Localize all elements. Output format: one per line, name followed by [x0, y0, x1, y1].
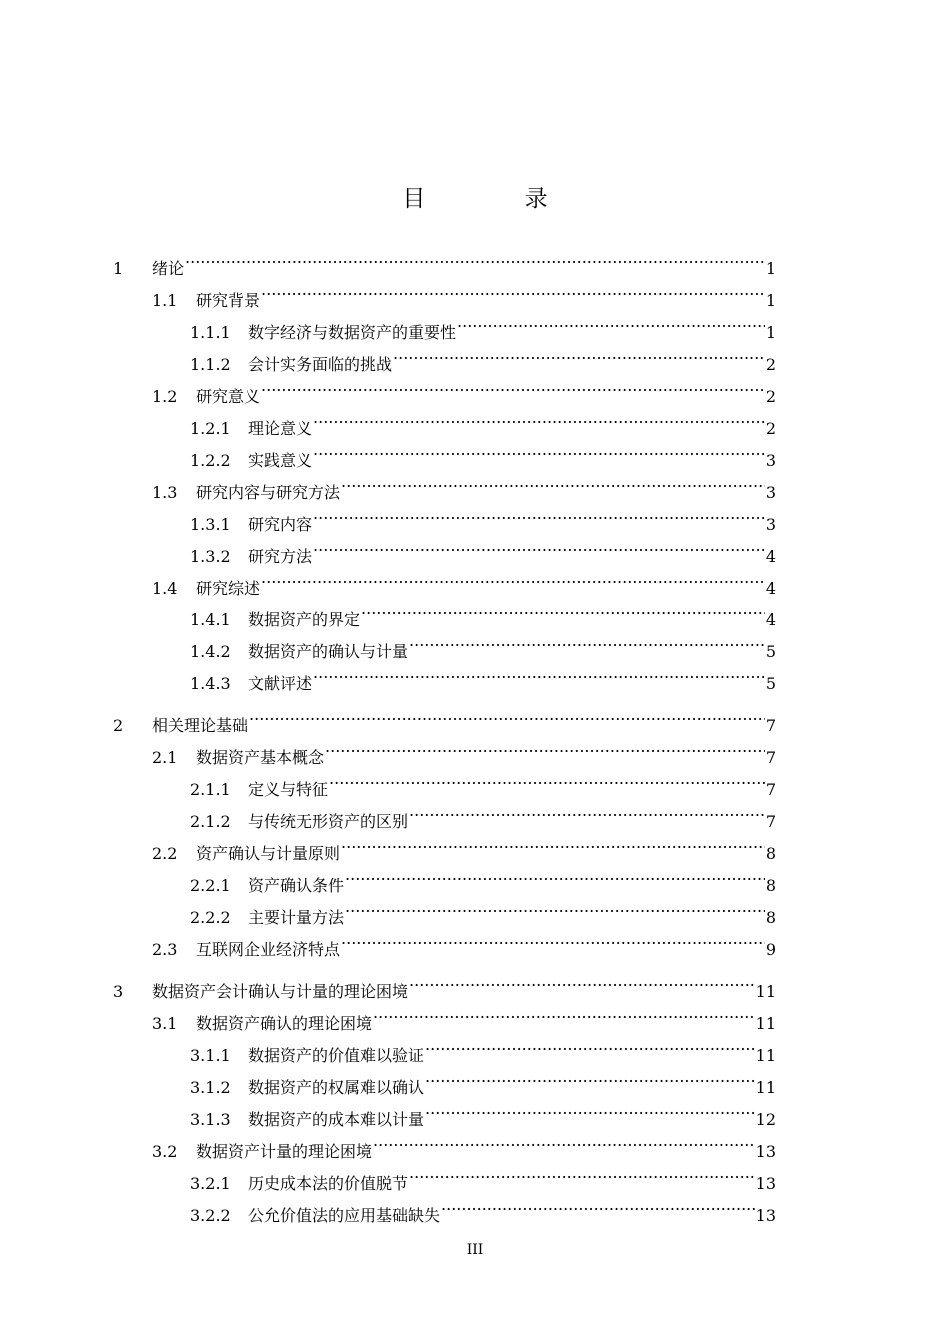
toc-dot-leader: [261, 562, 765, 594]
toc-entry-label: 相关理论基础: [152, 716, 249, 736]
toc-entry-label: 研究背景: [196, 290, 261, 310]
toc-entry-page: 7: [765, 812, 776, 832]
toc-entry-label: 研究意义: [196, 386, 261, 406]
toc-dot-leader: [345, 891, 765, 923]
toc-entry[interactable]: [190, 763, 776, 800]
toc-dot-leader: [341, 827, 765, 859]
toc-entry[interactable]: [190, 1093, 776, 1129]
toc-entry[interactable]: [152, 466, 776, 502]
toc-dot-leader: [425, 1061, 755, 1093]
toc-dot-leader: [313, 402, 765, 434]
toc-entry-page: 4: [765, 578, 776, 598]
toc-dot-leader: [457, 306, 765, 338]
toc-entry[interactable]: [190, 338, 776, 374]
toc-dot-leader: [393, 338, 765, 370]
toc-entry[interactable]: [190, 498, 776, 534]
toc-entry-number: 1.2.2: [190, 450, 231, 470]
toc-dot-leader: [261, 274, 765, 306]
toc-entry-page: 1: [765, 290, 776, 310]
toc-entry-page: 3: [765, 514, 776, 534]
toc-dot-leader: [373, 1125, 755, 1157]
toc-entry-label: 公允价值法的应用基础缺失: [248, 1205, 441, 1225]
toc-entry-label: 定义与特征: [248, 780, 329, 800]
toc-entry-label: 数据资产的界定: [248, 610, 361, 630]
toc-dot-leader: [409, 965, 755, 997]
toc-entry-label: 数据资产的成本难以计量: [248, 1109, 425, 1129]
toc-dot-leader: [361, 593, 765, 625]
toc-entry[interactable]: [113, 699, 776, 736]
toc-entry-number: 2.1.2: [190, 812, 231, 832]
toc-entry-number: 1.2: [152, 386, 178, 406]
toc-entry-label: 数据资产的权属难以确认: [248, 1077, 425, 1097]
toc-entry-number: 2.2: [152, 844, 178, 864]
toc-dot-leader: [313, 434, 765, 466]
toc-dot-leader: [185, 242, 765, 274]
toc-entry-label: 研究方法: [248, 546, 313, 566]
toc-entry-page: 13: [755, 1173, 776, 1193]
toc-entry-label: 研究综述: [196, 578, 261, 598]
toc-entry-number: 1.3.1: [190, 514, 231, 534]
toc-entry-number: 1.4.1: [190, 610, 231, 630]
toc-entry-page: 2: [765, 354, 776, 374]
toc-entry[interactable]: [152, 827, 776, 864]
toc-entry[interactable]: [190, 402, 776, 438]
toc-entry-number: 1.2.1: [190, 418, 231, 438]
toc-entry-page: 2: [765, 418, 776, 438]
toc-entry-number: 1.1.2: [190, 354, 231, 374]
toc-entry[interactable]: [152, 1125, 776, 1161]
toc-entry-number: 3.2.2: [190, 1205, 231, 1225]
toc-entry[interactable]: [113, 965, 776, 1001]
toc-entry-page: 11: [755, 1045, 776, 1065]
toc-dot-leader: [341, 466, 765, 498]
toc-entry-number: 2: [113, 716, 124, 736]
toc-dot-leader: [425, 1029, 755, 1061]
toc-dot-leader: [261, 370, 765, 402]
toc-entry-page: 2: [765, 386, 776, 406]
toc-entry-label: 理论意义: [248, 418, 313, 438]
toc-entry-label: 实践意义: [248, 450, 313, 470]
toc-entry-page: 9: [765, 939, 776, 959]
toc-entry[interactable]: [190, 891, 776, 927]
toc-entry-label: 互联网企业经济特点: [196, 939, 341, 959]
toc-dot-leader: [425, 1093, 755, 1125]
toc-entry-number: 3.1.2: [190, 1077, 231, 1097]
toc-entry[interactable]: [190, 434, 776, 470]
toc-entry-number: 1: [113, 259, 124, 278]
toc-entry[interactable]: [152, 997, 776, 1033]
toc-dot-leader: [409, 1157, 755, 1189]
toc-entry[interactable]: [190, 625, 776, 662]
toc-entry[interactable]: [190, 530, 776, 566]
toc-dot-leader: [313, 498, 765, 530]
toc-entry-number: 1.1: [152, 290, 178, 310]
toc-entry-number: 3.1.3: [190, 1109, 231, 1129]
toc-entry-page: 7: [765, 748, 776, 768]
toc-entry-number: 1.3.2: [190, 546, 231, 566]
toc-entry-page: 1: [765, 322, 776, 342]
toc-entry-number: 2.2.2: [190, 908, 231, 927]
toc-entry-label: 会计实务面临的挑战: [248, 354, 393, 374]
toc-entry-number: 2.2.1: [190, 876, 231, 896]
toc-entry-page: 8: [765, 876, 776, 896]
toc-entry-page: 11: [755, 1013, 776, 1033]
toc-entry-number: 1.3: [152, 482, 178, 502]
toc-entry-page: 5: [765, 642, 776, 662]
toc-entry-label: 与传统无形资产的区别: [248, 812, 409, 832]
toc-dot-leader: [441, 1189, 755, 1221]
toc-entry[interactable]: [152, 923, 776, 959]
toc-entry-page: 13: [755, 1141, 776, 1161]
toc-entry-label: 数据资产的价值难以验证: [248, 1045, 425, 1065]
toc-dot-leader: [373, 997, 755, 1029]
toc-entry-number: 3.1.1: [190, 1045, 231, 1065]
toc-dot-leader: [345, 859, 765, 891]
toc-entry-label: 绪论: [152, 259, 185, 278]
toc-entry-number: 3.1: [152, 1013, 178, 1033]
toc-entry-page: 1: [765, 259, 776, 278]
toc-entry-number: 1.4: [152, 578, 178, 598]
toc-entry-label: 研究内容与研究方法: [196, 482, 341, 502]
toc-entry-page: 3: [765, 482, 776, 502]
toc-entry[interactable]: [152, 370, 776, 406]
toc-entry[interactable]: [113, 242, 776, 278]
toc-entry-page: 8: [765, 844, 776, 864]
toc-entry-page: 3: [765, 450, 776, 470]
toc-entry-number: 2.3: [152, 939, 178, 959]
toc-entry-page: 8: [765, 908, 776, 927]
toc-entry-page: 4: [765, 546, 776, 566]
toc-dot-leader: [313, 530, 765, 562]
toc-dot-leader: [341, 923, 765, 955]
toc-dot-leader: [409, 625, 765, 657]
toc-entry[interactable]: [152, 731, 776, 768]
toc-entry-page: 4: [765, 610, 776, 630]
toc-entry-number: 1.1.1: [190, 322, 231, 342]
toc-entry-number: 3: [113, 981, 124, 1001]
toc-entry-page: 7: [765, 716, 776, 736]
toc-entry[interactable]: [190, 795, 776, 832]
toc-entry-label: 数据资产计量的理论困境: [196, 1141, 373, 1161]
toc-entry[interactable]: [190, 1061, 776, 1097]
toc-entry-label: 资产确认与计量原则: [196, 844, 341, 864]
toc-dot-leader: [329, 763, 765, 795]
toc-entry[interactable]: [190, 1189, 776, 1225]
toc-entry[interactable]: [190, 859, 776, 896]
toc-entry-label: 数据资产的确认与计量: [248, 642, 409, 662]
toc-entry-number: 2.1: [152, 748, 178, 768]
toc-entry-label: 历史成本法的价值脱节: [248, 1173, 409, 1193]
toc-entry-number: 3.2.1: [190, 1173, 231, 1193]
toc-entry[interactable]: [190, 657, 776, 694]
toc-entry-page: 12: [755, 1109, 776, 1129]
toc-entry-page: 13: [755, 1205, 776, 1225]
toc-entry-label: 数据资产会计确认与计量的理论困境: [152, 981, 409, 1001]
toc-entry-label: 资产确认条件: [248, 876, 345, 896]
toc-entry[interactable]: [190, 1029, 776, 1065]
toc-entry[interactable]: [190, 306, 776, 342]
toc-entry-label: 研究内容: [248, 514, 313, 534]
toc-dot-leader: [325, 731, 765, 763]
toc-dot-leader: [313, 657, 765, 689]
toc-entry-number: 3.2: [152, 1141, 178, 1161]
toc-entry[interactable]: [152, 562, 776, 598]
toc-entry-label: 主要计量方法: [248, 908, 345, 927]
toc-entry[interactable]: [152, 274, 776, 310]
toc-entry[interactable]: [190, 1157, 776, 1193]
toc-entry-number: 1.4.2: [190, 642, 231, 662]
toc-entry-page: 5: [765, 674, 776, 694]
toc-entry-label: 数据资产基本概念: [196, 748, 325, 768]
toc-entry-number: 1.4.3: [190, 674, 231, 694]
toc-entry-page: 11: [755, 981, 776, 1001]
toc-dot-leader: [409, 795, 765, 827]
page-title: 目 录: [402, 186, 594, 212]
toc-entry-number: 2.1.1: [190, 780, 231, 800]
toc-entry-page: 11: [755, 1077, 776, 1097]
page-number: III: [466, 1242, 484, 1258]
toc-entry-label: 文献评述: [248, 674, 313, 694]
toc-entry-label: 数据资产确认的理论困境: [196, 1013, 373, 1033]
toc-dot-leader: [249, 699, 765, 731]
toc-entry[interactable]: [190, 593, 776, 630]
toc-entry-label: 数字经济与数据资产的重要性: [248, 322, 457, 342]
toc-entry-page: 7: [765, 780, 776, 800]
